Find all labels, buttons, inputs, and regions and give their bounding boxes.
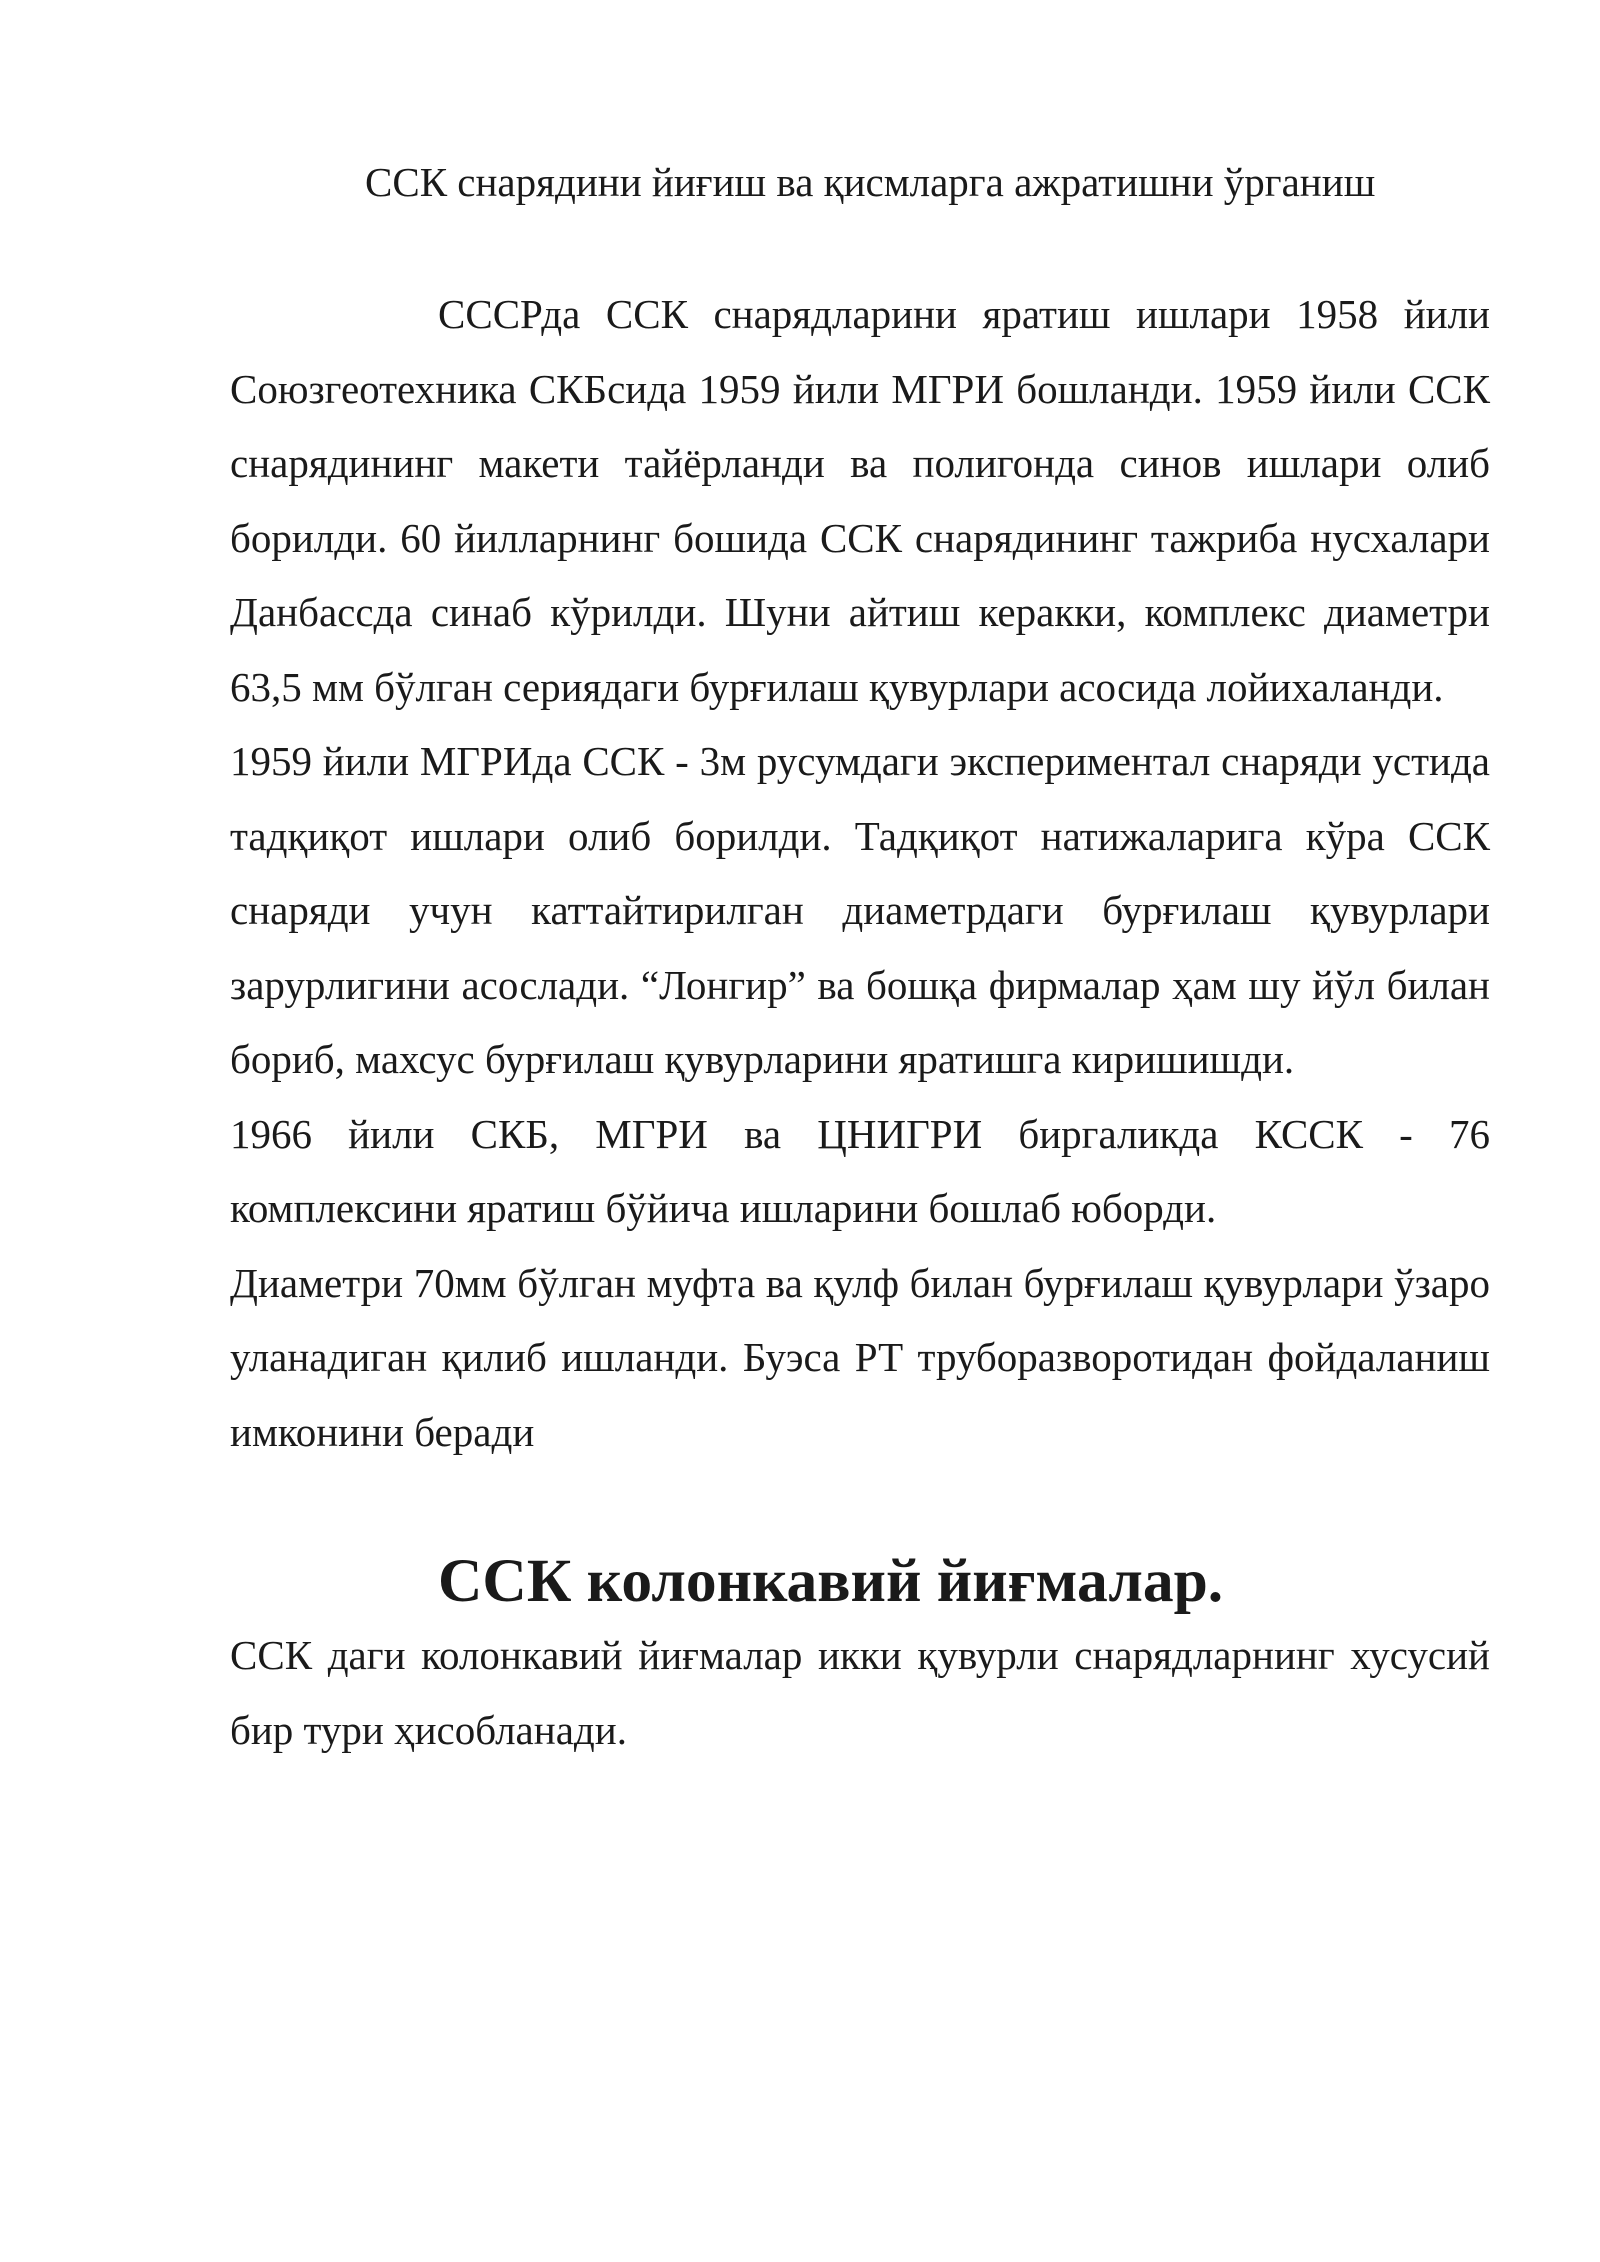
paragraph-mgri-research: 1959 йили МГРИда ССК - 3м русумдаги экспериментал снаряди устида тадқиқот ишлари олиб борилди. Тадқиқот натижаларига кўра ССК снаряди учун каттайтирилган диаметрдаги бурғилаш қувурлари зарурлигини асослади. “Лонгир” ва бошқа фирмалар ҳам шу йўл билан бориб, махсус бурғилаш қувурларини яратишга киришишди. [230,738,1490,1082]
paragraph-kssk-76: 1966 йили СКБ, МГРИ ва ЦНИГРИ биргаликда КССК - 76 комплексини яратиш бўйича ишларини бошлаб юборди. [230,1110,1490,1231]
blank-line [230,1469,1490,1544]
paragraph-history: СССРда ССК снарядларини яратиш ишлари 1958 йили Союзгеотехника СКБсида 1959 йили МГРИ бошланди. 1959 йили ССК снарядининг макети тайёрланди ва полигонда синов ишлари олиб борилди. 60 йилларнинг бошида ССК снарядининг тажриба нусхалари Данбассда синаб кўрилди. Шуни айтиш керакки, комплекс диаметри 63,5 мм бўлган сериядаги бурғилаш қувурлари асосида лойихаланди. [230,291,1490,710]
paragraph-pipe-connection: Диаметри 70мм бўлган муфта ва қулф билан бурғилаш қувурлари ўзаро уланадиган қилиб ишланди. Буэса РТ труборазворотидан фойдаланиш имконини беради [230,1259,1490,1455]
section-paragraph: ССК даги колонкавий йиғмалар икки қувурли снарядларнинг хусусий бир тури ҳисобланади. [230,1632,1490,1753]
document-title: ССК снарядини йиғиш ва қисмларга ажратишни ўрганиш [365,159,1376,205]
document-body [230,277,1490,1767]
section-heading: ССК колонкавий йиғмалар. [438,1546,1224,1615]
